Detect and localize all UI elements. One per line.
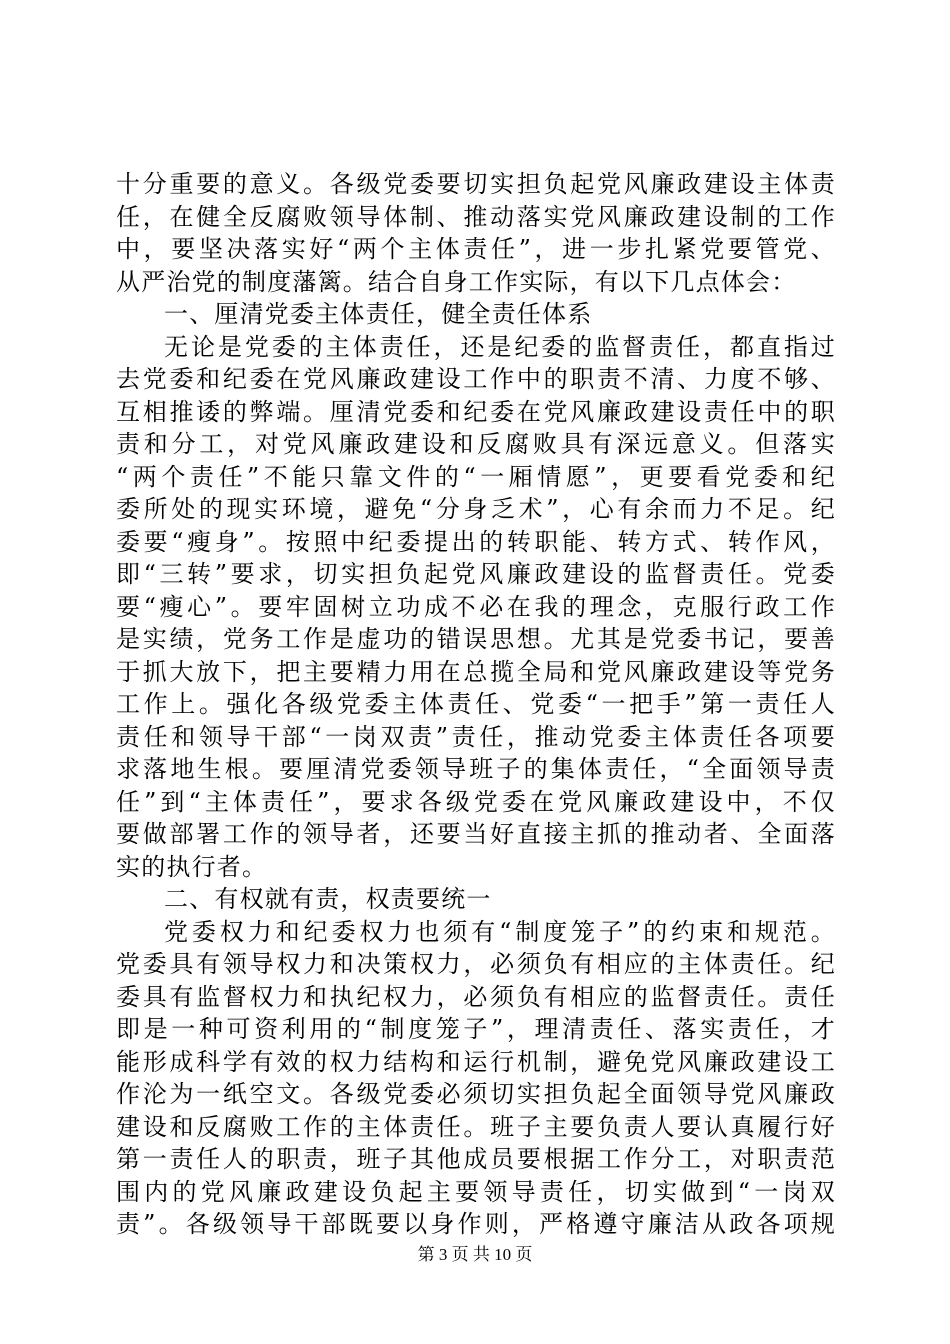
paragraph-line: 责任和领导干部“一岗双责”责任，推动党委主体责任各项要 [116,722,836,751]
paragraph-line: 要“瘦心”。要牢固树立功成不必在我的理念，克服行政工作 [116,592,836,621]
paragraph-line: 工作上。强化各级党委主体责任、党委“一把手”第一责任人 [116,690,836,718]
paragraph-line: 互相推诿的弊端。厘清党委和纪委在党风廉政建设责任中的职 [116,397,836,426]
page-footer: 第 3 页 共 10 页 [417,1245,533,1264]
paragraph-last-line: 从严治党的制度藩篱。结合自身工作实际，有以下几点体会： [116,267,797,296]
paragraph-line: 作沦为一纸空文。各级党委必须切实担负起全面领导党风廉政 [116,1080,836,1108]
paragraph-line: 于抓大放下，把主要精力用在总揽全局和党风廉政建设等党务 [116,657,836,686]
paragraph-line: 委具有监督权力和执纪权力，必须负有相应的监督责任。责任 [116,982,836,1011]
paragraph-last-line: 实的执行者。 [116,852,268,881]
paragraph-line: 委所处的现实环境，避免“分身乏术”，心有余而力不足。纪 [116,495,836,523]
paragraph-line: 责”。各级领导干部既要以身作则，严格遵守廉洁从政各项规 [116,1210,836,1238]
paragraph-line: 任，在健全反腐败领导体制、推动落实党风廉政建设制的工作 [116,202,836,231]
paragraph-line: 去党委和纪委在党风廉政建设工作中的职责不清、力度不够、 [116,365,836,393]
paragraph-line: 责和分工，对党风廉政建设和反腐败具有深远意义。但落实 [116,430,836,458]
paragraph-line: 是实绩，党务工作是虚功的错误思想。尤其是党委书记，要善 [116,625,836,653]
section-heading: 二、有权就有责，权责要统一 [164,885,492,913]
paragraph-line: 能形成科学有效的权力结构和运行机制，避免党风廉政建设工 [116,1047,836,1076]
paragraph-line: “两个责任”不能只靠文件的“一厢情愿”，更要看党委和纪 [116,462,836,491]
paragraph-line: 十分重要的意义。各级党委要切实担负起党风廉政建设主体责 [116,170,836,198]
paragraph-first-line: 党委权力和纪委权力也须有“制度笼子”的约束和规范。 [164,917,836,946]
paragraph-line: 要做部署工作的领导者，还要当好直接主抓的推动者、全面落 [116,820,836,848]
section-heading: 一、厘清党委主体责任，健全责任体系 [164,300,593,328]
document-body [116,168,836,1241]
paragraph-line: 中，要坚决落实好“两个主体责任”，进一步扎紧党要管党、 [116,235,836,263]
paragraph-line: 党委具有领导权力和决策权力，必须负有相应的主体责任。纪 [116,950,836,978]
paragraph-line: 求落地生根。要厘清党委领导班子的集体责任，“全面领导责 [116,755,836,783]
paragraph-line: 建设和反腐败工作的主体责任。班子主要负责人要认真履行好 [116,1112,836,1141]
paragraph-line: 委要“瘦身”。按照中纪委提出的转职能、转方式、转作风， [116,527,836,556]
paragraph-line: 第一责任人的职责，班子其他成员要根据工作分工，对职责范 [116,1145,836,1173]
paragraph-line: 任”到“主体责任”，要求各级党委在党风廉政建设中，不仅 [116,787,836,816]
paragraph-first-line: 无论是党委的主体责任，还是纪委的监督责任，都直指过 [164,332,836,361]
paragraph-line: 即“三转”要求，切实担负起党风廉政建设的监督责任。党委 [116,560,836,588]
paragraph-line: 围内的党风廉政建设负起主要领导责任，切实做到“一岗双 [116,1177,836,1206]
paragraph-line: 即是一种可资利用的“制度笼子”，理清责任、落实责任，才 [116,1015,836,1043]
